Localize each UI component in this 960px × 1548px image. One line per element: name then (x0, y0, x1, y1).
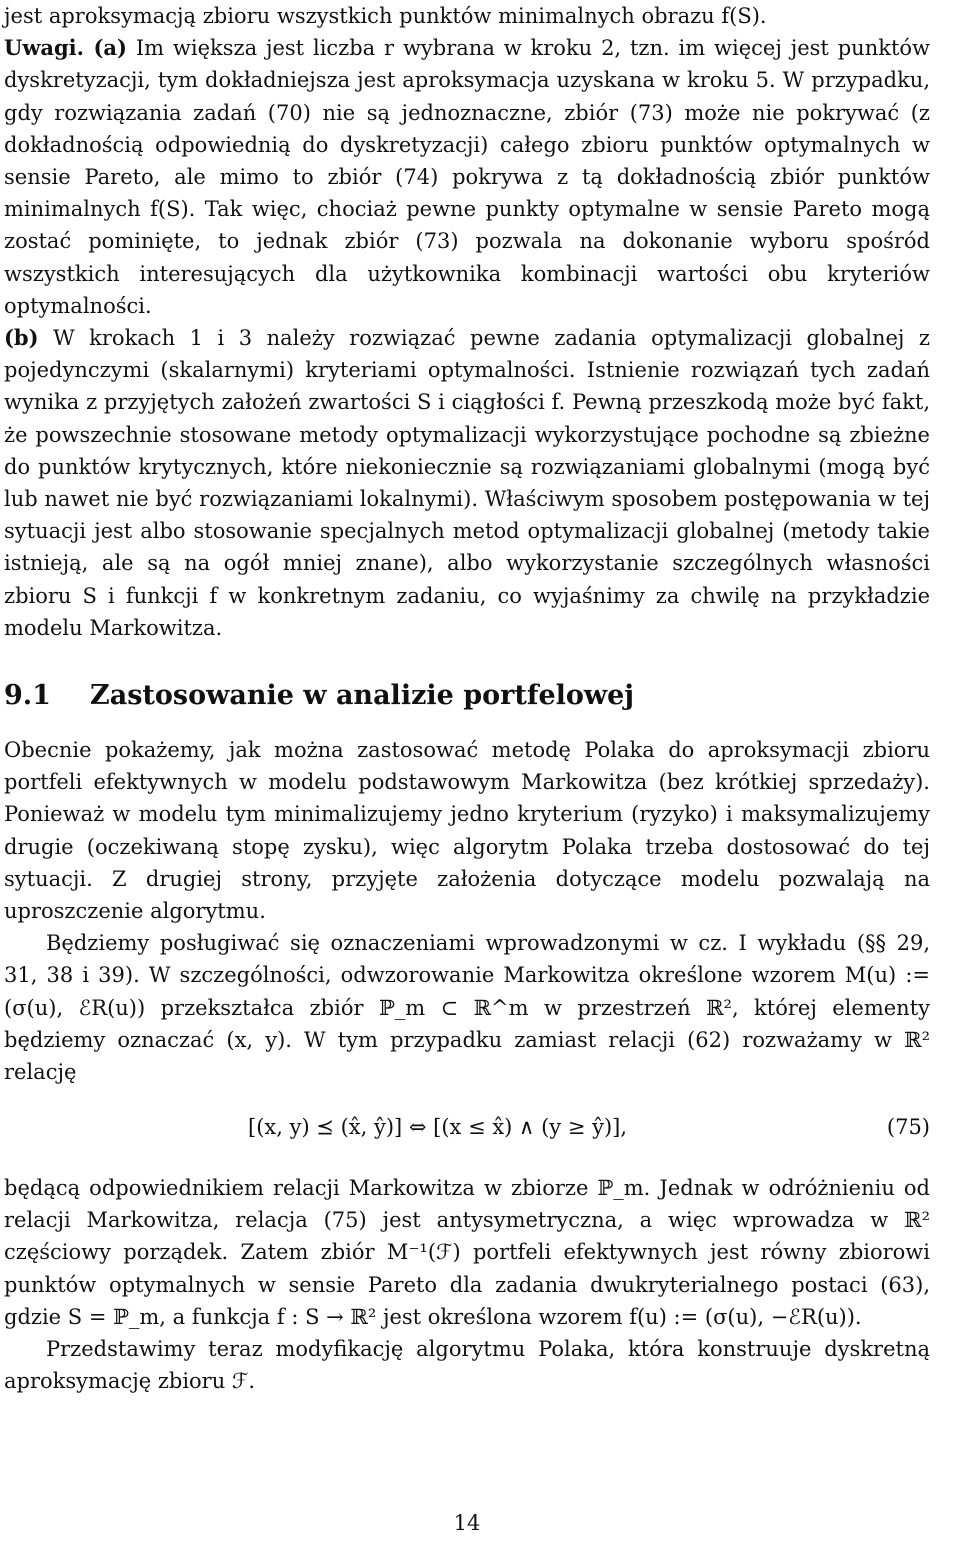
section-title: Zastosowanie w analizie portfelowej (90, 680, 635, 711)
text-block-after-equation (4, 1172, 930, 1397)
paragraph-section-1: Obecnie pokażemy, jak można zastosować metodę Polaka do aproksymacji zbioru portfeli efektywnych w modelu podstawowym Markowitza (bez krótkiej sprzedaży). Ponieważ w modelu tym minimalizujemy jedno kryterium (ryzyko) i maksymalizujemy drugie (oczekiwaną stopę zysku), więc algorytm Polaka trzeba dostosować do tej sytuacji. Z drugiej strony, przyjęte założenia dotyczące modelu pozwalają na uproszczenie algorytmu. (4, 738, 930, 924)
paragraph-intro: jest aproksymacją zbioru wszystkich punktów minimalnych obrazu f(S). (4, 4, 767, 28)
remark-a-text: Im większa jest liczba r wybrana w kroku 2, tzn. im więcej jest punktów dyskretyzacji, tym dokładniejsza jest aproksymacja uzyskana w kroku 5. W przypadku, gdy rozwiązania zadań (70) nie są jednoznaczne, zbiór (73) może nie pokrywać (z dokładnością odpowiednią do dyskretyzacji) całego zbioru punktów optymalnych w sensie Pareto, ale mimo to zbiór (74) pokrywa z tą dokładnością zbiór punktów minimalnych f(S). Tak więc, chociaż pewne punkty optymalne w sensie Pareto mogą zostać pominięte, to jednak zbiór (73) pozwala na dokonanie wyboru spośród wszystkich interesujących dla użytkownika kombinacji wartości obu kryteriów optymalności. (4, 36, 930, 318)
paragraph-after-eq-1: będącą odpowiednikiem relacji Markowitza w zbiorze ℙ_m. Jednak w odróżnieniu od relacji Markowitza, relacja (75) jest antysymetryczna, a więc wprowadza w ℝ² częściowy porządek. Zatem zbiór M⁻¹(ℱ) portfeli efektywnych jest równy zbiorowi punktów optymalnych w sensie Pareto dla zadania dwukryterialnego postaci (63), gdzie S = ℙ_m, a funkcja f : S → ℝ² jest określona wzorem f(u) := (σ(u), −ℰR(u)). (4, 1176, 930, 1329)
text-block-section (4, 734, 930, 1088)
equation-label: (75) (886, 1115, 930, 1139)
page-number: 14 (453, 1511, 481, 1535)
paragraph-after-eq-2: Przedstawimy teraz modyfikację algorytmu Polaka, która konstruuje dyskretną aproksymację zbioru ℱ. (4, 1337, 930, 1394)
equation-body: [(x, y) ⪯ (x̂, ŷ)] ⇔ [(x ≤ x̂) ∧ (y ≥ ŷ)], (248, 1115, 628, 1139)
paragraph-section-2: Będziemy posługiwać się oznaczeniami wprowadzonymi w cz. I wykładu (§§ 29, 31, 38 i 39). W szczególności, odwzorowanie Markowitza określone wzorem M(u) := (σ(u), ℰR(u)) przekształca zbiór ℙ_m ⊂ ℝ^m w przestrzeń ℝ², której elementy będziemy oznaczać (x, y). W tym przypadku zamiast relacji (62) rozważamy w ℝ² relację (4, 931, 930, 1085)
paragraph-remark-a (4, 32, 930, 322)
remark-a-lead: Uwagi. (a) (4, 35, 127, 61)
equation-75 (4, 1115, 930, 1149)
text-block-remarks (4, 0, 930, 644)
remark-b-lead: (b) (4, 325, 39, 351)
paragraph-remark-b (4, 322, 930, 644)
remark-b-text: W krokach 1 i 3 należy rozwiązać pewne zadania optymalizacji globalnej z pojedynczymi (skalarnymi) kryteriami optymalności. Istnienie rozwiązań tych zadań wynika z przyjętych założeń zwartości S i ciągłości f. Pewną przeszkodą może być fakt, że powszechnie stosowane metody optymalizacji wykorzystujące pochodne są zbieżne do punktów krytycznych, które niekoniecznie są rozwiązaniami globalnymi (mogą być lub nawet nie być rozwiązaniami lokalnymi). Właściwym sposobem postępowania w tej sytuacji jest albo stosowanie specjalnych metod optymalizacji globalnej (metody takie istnieją, ale są na ogół mniej znane), albo wykorzystanie szczególnych własności zbioru S i funkcji f w konkretnym zadaniu, co wyjaśnimy za chwilę na przykładzie modelu Markowitza. (4, 326, 930, 640)
section-number: 9.1 (4, 680, 51, 711)
section-heading (4, 676, 930, 716)
